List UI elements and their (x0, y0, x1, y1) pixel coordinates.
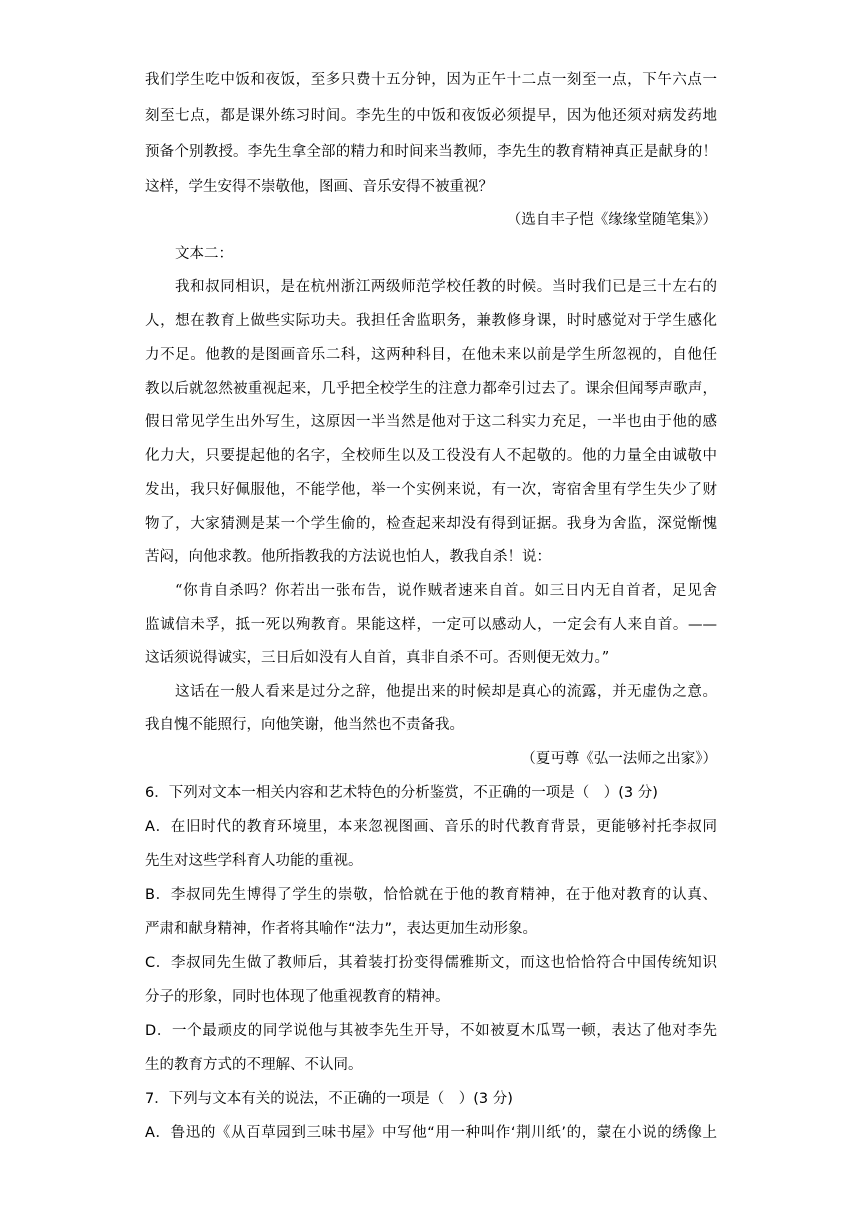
text1-line-1: 我们学生吃中饭和夜饭，至多只费十五分钟，因为正午十二点一刻至一点，下午六点一 (145, 72, 717, 88)
text2-p1-line-7: 发出，我只好佩服他，不能学他，举一个实例来说，有一次，寄宿舍里有学生失少了财 (145, 482, 717, 498)
q6-option-c-line-2: 分子的形象，同时也体现了他重视教育的精神。 (145, 989, 450, 1005)
q6-option-d-line-1: D．一个最顽皮的同学说他与其被李先生开导，不如被夏木瓜骂一顿，表达了他对李先 (145, 1023, 717, 1039)
text2-p1-line-6: 化力大，只要提起他的名字，全校师生以及工役没有人不起敬的。他的力量全由诚敬中 (145, 448, 717, 464)
text2-p1-line-8: 物了，大家猜测是某一个学生偷的，检查起来却没有得到证据。我身为舍监，深觉惭愧 (145, 516, 717, 532)
q6-option-b-line-1: B．李叔同先生博得了学生的崇敬，恰恰就在于他的教育精神，在于他对教育的认真、 (145, 887, 717, 903)
q6-option-c-line-1: C．李叔同先生做了教师后，其着装打扮变得儒雅斯文，而这也恰恰符合中国传统知识 (145, 955, 717, 971)
q6-option-a-line-2: 先生对这些学科育人功能的重视。 (145, 853, 363, 869)
text2-source: （夏丏尊《弘一法师之出家》） (521, 751, 717, 767)
text1-line-4: 这样，学生安得不崇敬他，图画、音乐安得不被重视？ (145, 179, 493, 195)
q7-option-a-line-1: A．鲁迅的《从百草园到三味书屋》中写他“用一种叫作‘荆川纸’的，蒙在小说的绣像上 (145, 1125, 717, 1141)
text2-p2-line-2: 监诚信未孚，抵一死以殉教育。果能这样，一定可以感动人，一定会有人来自首。—— (145, 617, 717, 633)
text2-p1-line-9: 苦闷，向他求教。他所指教我的方法说也怕人，教我自杀！说： (145, 549, 551, 565)
q6-option-a-line-1: A．在旧时代的教育环境里，本来忽视图画、音乐的时代教育背景，更能够衬托李叔同 (145, 819, 717, 835)
text2-p1-line-2: 人，想在教育上做些实际功夫。我担任舍监职务，兼教修身课，时时感觉对于学生感化 (145, 313, 717, 329)
text2-p2-line-3: 这话须说得诚实，三日后如没有人自首，真非自杀不可。否则便无效力。” (145, 650, 610, 666)
q6-option-b-line-2: 严肃和献身精神，作者将其喻作“法力”，表达更加生动形象。 (145, 921, 538, 937)
text1-line-3: 预备个别教授。李先生拿全部的精力和时间来当教师，李先生的教育精神真正是献身的！ (145, 144, 717, 160)
text2-p1-line-4: 教以后就忽然被重视起来，几乎把全校学生的注意力都牵引过去了。课余但闻琴声歌声， (145, 381, 717, 397)
q6-option-d-line-2: 生的教育方式的不理解、不认同。 (145, 1057, 363, 1073)
text2-heading: 文本二： (175, 246, 233, 262)
text1-line-2: 刻至七点，都是课外练习时间。李先生的中饭和夜饭必须提早，因为他还须对病发药地 (145, 108, 717, 124)
text2-p1-line-5: 假日常见学生出外写生，这原因一半当然是他对于这二科实力充足，一半也由于他的感 (145, 414, 717, 430)
q6-stem: 6．下列对文本一相关内容和艺术特色的分析鉴赏，不正确的一项是（ ）(3 分) (145, 785, 658, 801)
text2-p3-line-2: 我自愧不能照行，向他笑谢，他当然也不责备我。 (145, 717, 464, 733)
q7-stem: 7．下列与文本有关的说法，不正确的一项是（ ）(3 分) (145, 1091, 513, 1107)
text2-p1-line-1: 我和叔同相识，是在杭州浙江两级师范学校任教的时候。当时我们已是三十左右的 (175, 279, 717, 295)
text2-p3-line-1: 这话在一般人看来是过分之辞，他提出来的时候却是真心的流露，并无虚伪之意。 (175, 684, 717, 700)
text1-source: （选自丰子恺《缘缘堂随笔集》） (506, 212, 717, 228)
text2-p1-line-3: 力不足。他教的是图画音乐二科，这两种科目，在他未来以前是学生所忽视的，自他任 (145, 347, 717, 363)
text2-p2-line-1: “你肯自杀吗？你若出一张布告，说作贼者速来自首。如三日内无自首者，足见舍 (175, 583, 717, 599)
